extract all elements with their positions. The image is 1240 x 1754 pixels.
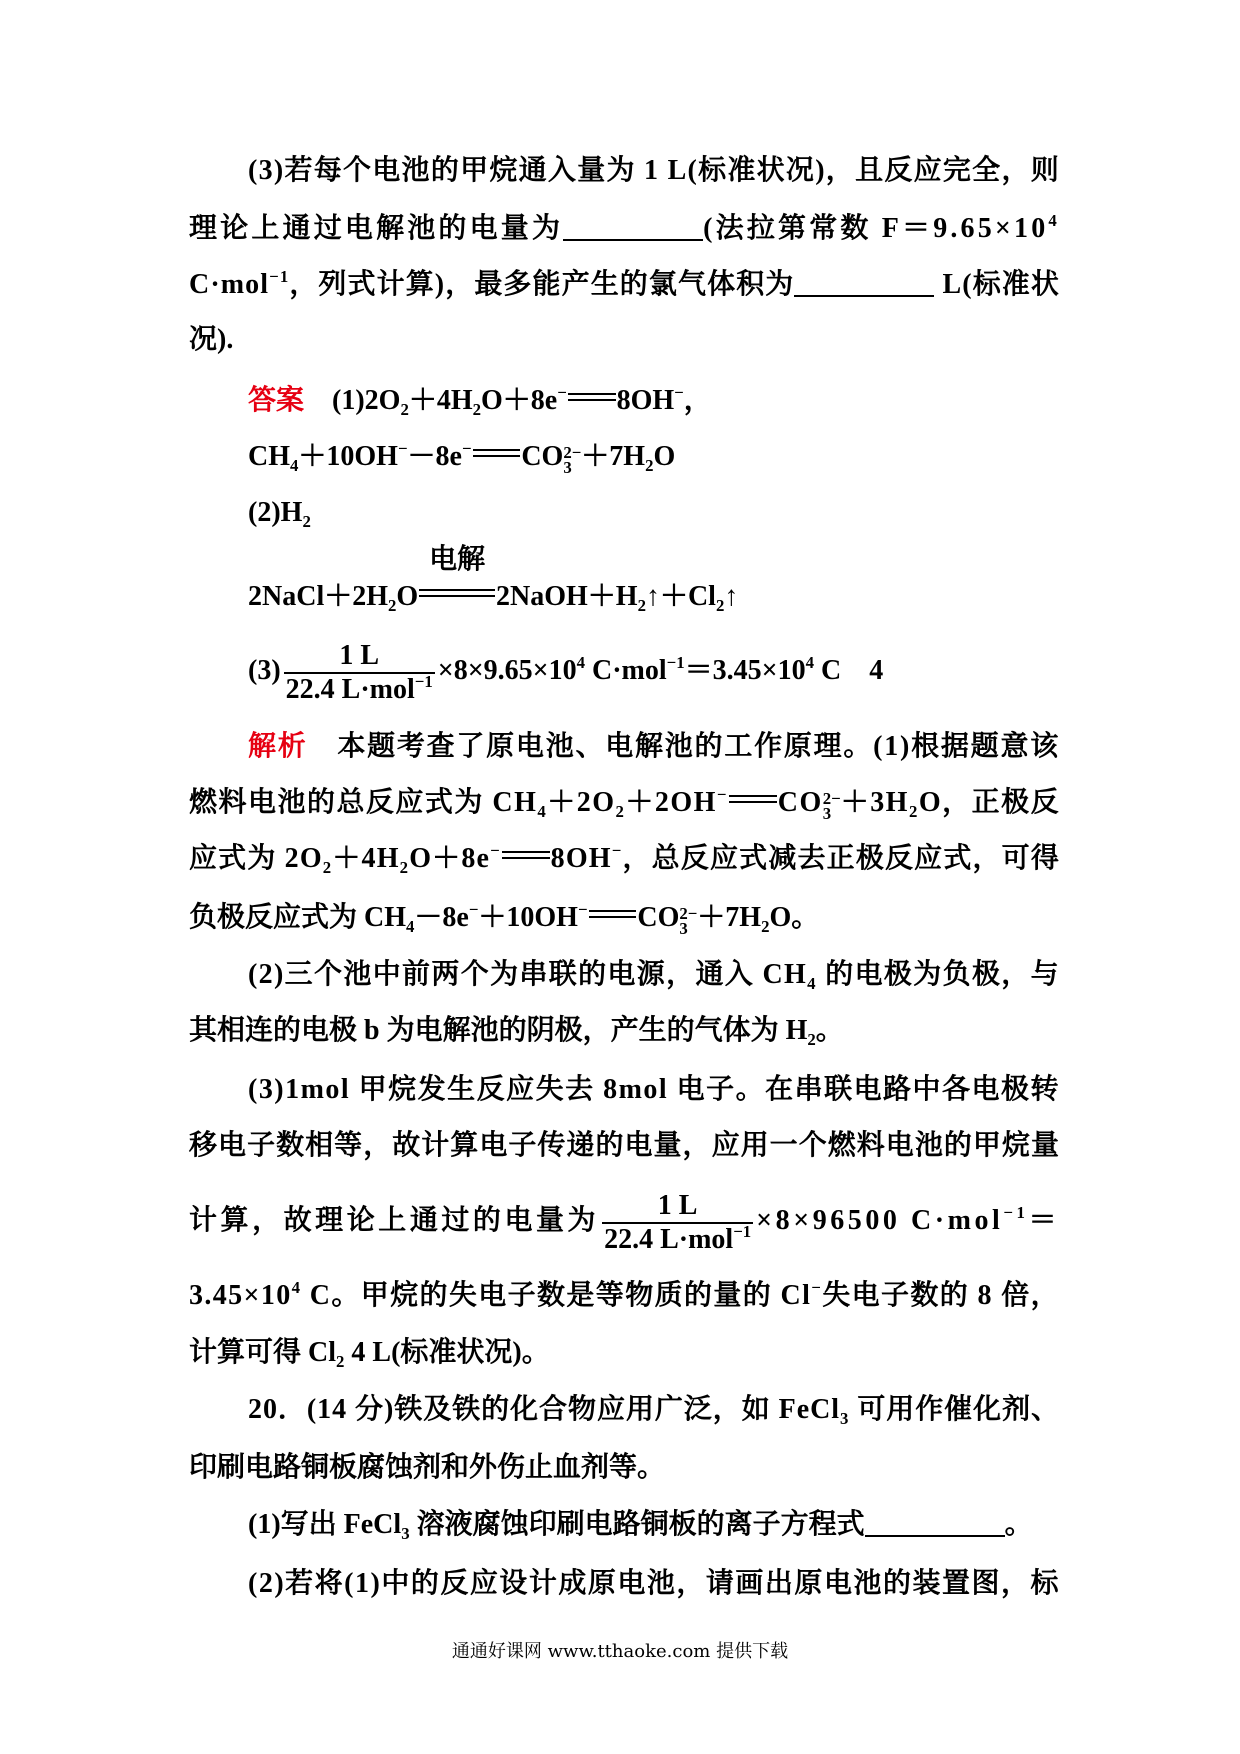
text-run: ＋4H [408,385,473,416]
text-run: (1)2O [304,385,401,416]
superscript: − [397,439,408,459]
text-run: (2)若将(1)中的反应设计成原电池，请画出原电池的装置图，标 [248,1568,1060,1599]
subscript: 2 [807,1029,816,1049]
subscript: 2 [399,857,410,877]
superscript: − [674,383,684,403]
text-run: 况). [189,324,234,355]
fraction-denominator [602,1221,753,1256]
analysis-line [189,783,1060,823]
analysis-line [189,898,819,938]
superscript: 2− [822,789,841,809]
text-run: －8e [407,441,462,472]
answer-line [248,543,739,617]
subscript: 2 [472,399,482,419]
analysis-line [189,1011,844,1051]
text-run: 计算可得 Cl [189,1337,337,1368]
subscript: 4 [807,973,817,993]
text-run: ＋10OH [298,441,398,472]
superscript: 4 [1048,211,1060,231]
subscript: 3 [563,458,572,478]
superscript: − [577,900,588,920]
superscript: − [811,1278,823,1298]
text-run: ×8×96500 C·mol [756,1205,1004,1236]
text-run: ，总反应式减去正极反应式，可得 [622,843,1061,874]
text-run: ＝3.45×10 [684,655,806,686]
text-run: CH [248,441,290,472]
text-run: C·mol [585,655,667,686]
question-line [189,320,233,360]
answer-blank [563,215,703,241]
subscript: 4 [406,916,415,936]
text-run: CO [637,902,680,933]
superscript: 4 [805,653,814,673]
text-run: 2NaOH＋H [496,581,638,612]
superscript: − [468,900,479,920]
text-run: ＋4H [332,843,400,874]
subscript: 2 [908,801,919,821]
answer-line [248,493,311,533]
text-run: CO [777,787,823,818]
analysis-line [189,1126,1060,1166]
subscript: 2 [761,916,770,936]
charge-and-subscript [563,443,582,478]
text-run: ＋7H [581,441,646,472]
section-label: 解析 [248,729,308,762]
superscript: −1 [666,653,685,673]
text-run: 溶液腐蚀印刷电路铜板的离子方程式 [409,1509,865,1540]
text-run: ＋7H [697,902,762,933]
subscript: 2 [615,801,626,821]
question-line [189,265,1060,305]
text-run: O＋8e [481,385,558,416]
subscript: 2 [388,595,397,615]
text-run: (3)若每个电池的甲烷通入量为 1 L(标准状况)，且反应完全，则 [248,155,1060,186]
section-label: 答案 [248,383,305,416]
subscript: 2 [645,455,654,475]
text-run: 负极反应式为 CH [189,902,407,933]
text-run: 燃料电池的总反应式为 CH [189,787,538,818]
subscript: 3 [822,804,832,824]
superscript: 2− [563,443,582,463]
charge-and-subscript [822,789,841,824]
superscript: 2− [679,904,698,924]
text-run: O，正极反 [918,787,1061,818]
subscript: 4 [537,801,548,821]
text-run: ＋10OH [478,902,578,933]
question-line [248,1390,1060,1430]
analysis-line [248,1070,1060,1110]
superscript: −1 [414,671,433,691]
subscript: 2 [400,399,409,419]
subscript: 3 [401,1523,410,1543]
text-run: 应式为 2O [189,843,323,874]
text-run: CO [521,441,564,472]
subscript: 2 [302,511,311,531]
text-run: (2)三个池中前两个为串联的电源，通入 CH [248,959,808,990]
superscript: −1 [269,267,290,287]
subscript: 4 [290,455,299,475]
subscript: 3 [679,919,688,939]
subscript: 2 [715,595,725,615]
equals-sign [568,393,616,401]
text-run: 20．(14 分)铁及铁的化合物应用广泛，如 FeCl [248,1394,840,1425]
text-run: 。 [815,1015,844,1046]
text-run: L(标准状 [934,269,1060,300]
superscript: − [557,383,567,403]
answer-line [248,639,884,705]
text-run: C·mol [189,269,270,300]
text-run: (2)H [248,497,303,528]
text-run: 1 L [339,639,380,671]
text-run: 印刷电路铜板腐蚀剂和外伤止血剂等。 [189,1452,666,1483]
text-run: 3.45×10 [189,1280,292,1311]
answer-line [248,380,712,421]
fraction-denominator [284,671,435,706]
answer-line [248,437,675,477]
subscript: 2 [336,1351,345,1371]
reaction-condition: 电解 [429,543,486,575]
text-run: 4 L(标准状况)。 [344,1337,550,1368]
text-run: 。 [1004,1509,1033,1540]
electrolysis-equals-sign [419,543,495,597]
text-run: C。甲烷的失电子数是等物质的量的 Cl [301,1280,812,1311]
equals-sign [502,851,550,859]
fraction [602,1190,753,1256]
text-run: ， [683,385,712,416]
text-run: 8OH [616,385,675,416]
analysis-line [189,1333,550,1373]
text-run: O＋8e [409,843,491,874]
analysis-line [248,955,1060,995]
fraction [284,640,435,706]
text-run: (3) [248,655,281,686]
text-run: O。 [769,902,820,933]
text-run: 的电极为负极，与 [816,959,1060,990]
fraction-numerator [656,1190,700,1222]
superscript: − [461,439,472,459]
text-run: (法拉第常数 F＝9.65×10 [703,213,1049,244]
page-footer: 通通好课网 www.tthaoke.com 提供下载 [451,1641,789,1662]
superscript: − [611,841,623,861]
text-run: 失电子数的 8 倍， [822,1280,1060,1311]
subscript: 3 [840,1408,850,1428]
superscript: − [490,841,501,861]
text-run: C 4 [813,655,884,686]
text-run: ，列式计算)，最多能产生的氯气体积为 [289,269,795,300]
text-run: ↑＋Cl [645,581,716,612]
analysis-line [189,839,1060,879]
equals-sign [729,795,777,803]
text-run: ×8×9.65×10 [437,655,577,686]
equals-sign [589,910,637,918]
text-run: －8e [414,902,469,933]
text-run: 本题考查了原电池、电解池的工作原理。(1)根据题意该 [307,731,1060,762]
subscript: 2 [322,857,333,877]
equals-sign [473,449,521,457]
text-run: 22.4 L·mol [285,673,415,705]
text-run: 2NaCl＋2H [248,581,389,612]
text-run: 理论上通过电解池的电量为 [189,213,564,244]
superscript: 4 [291,1278,302,1298]
text-run: (3)1mol 甲烷发生反应失去 8mol 电子。在串联电路中各电极转 [248,1074,1060,1105]
text-run: 22.4 L·mol [604,1223,734,1255]
subscript: 2 [637,595,646,615]
text-run: O [653,441,676,472]
question-line [189,1448,665,1488]
question-line [248,1564,1060,1604]
question-line [248,1505,1033,1545]
analysis-line [189,1276,1060,1316]
charge-and-subscript [679,904,698,939]
superscript: − [716,785,728,805]
analysis-line [248,726,1060,767]
fraction-numerator [337,640,381,672]
text-run: (1)写出 FeCl [248,1509,402,1540]
text-run: 8OH [550,843,612,874]
text-run: 计算，故理论上通过的电量为 [189,1205,600,1236]
text-run: ＋2O [547,787,616,818]
answer-blank [865,1511,1005,1537]
text-run: ＋3H [840,787,909,818]
superscript: −1 [1003,1203,1029,1223]
analysis-line [189,1189,1060,1255]
text-run: 其相连的电极 b 为电解池的阴极，产生的气体为 H [189,1015,808,1046]
question-line [248,151,1060,191]
answer-blank [794,271,934,297]
text-run: 1 L [657,1189,698,1221]
superscript: 4 [576,653,585,673]
text-run: O [396,581,419,612]
text-run: 移电子数相等，故计算电子传递的电量，应用一个燃料电池的甲烷量 [189,1130,1060,1161]
text-run: 可用作催化剂、 [849,1394,1061,1425]
text-run: ＝ [1028,1205,1060,1236]
text-run: ↑ [724,581,739,612]
superscript: −1 [733,1221,752,1241]
text-run: ＋2OH [625,787,717,818]
question-line [189,209,1060,249]
